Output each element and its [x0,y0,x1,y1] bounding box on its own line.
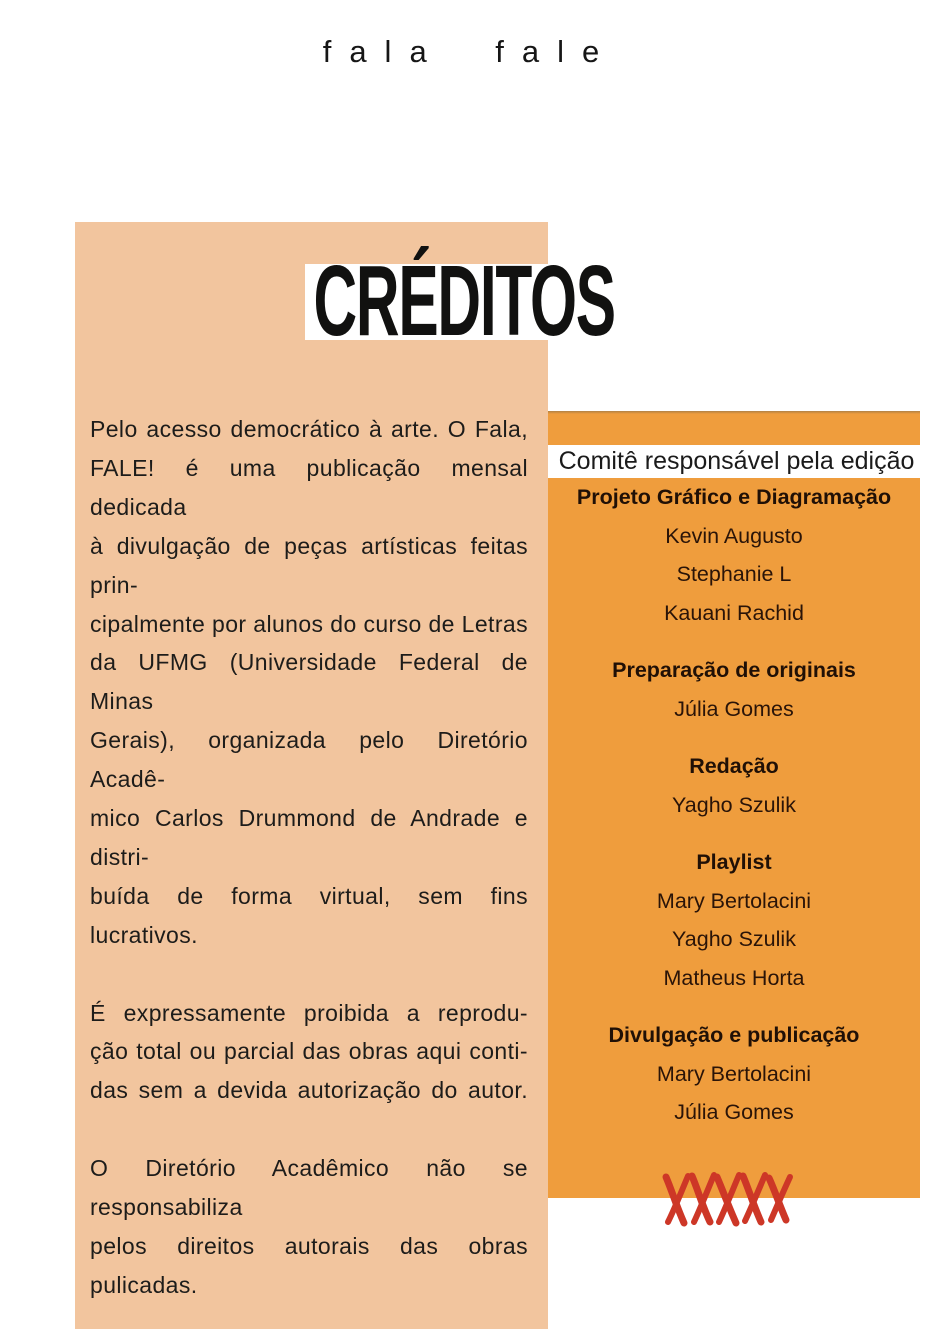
credits-section-divulgacao [548,1016,920,1132]
credits-section-playlist [548,843,920,997]
credit-name: Kauani Rachid [664,600,804,625]
intro-paragraph-3 [90,1149,528,1305]
intro-line: pelos direitos autorais das obras pulicadas. [90,1233,528,1298]
credit-name: Júlia Gomes [674,696,794,721]
credits-title-band [305,245,623,357]
intro-line: cipalmente por alunos do curso de Letras [90,610,528,637]
credit-name: Mary Bertolacini [656,888,812,913]
x-marks-decoration [660,1172,796,1230]
section-heading: Divulgação e publicação [608,1023,860,1047]
intro-line: O Diretório Acadêmico não se responsabiliza [90,1155,528,1221]
section-heading: Projeto Gráfico e Diagramação [576,485,892,509]
credit-name: Matheus Horta [663,965,805,990]
intro-line: das sem a devida autorização do autor. [90,1077,528,1104]
credit-name: Júlia Gomes [674,1100,794,1124]
intro-line: buída de forma virtual, sem fins lucrativos. [90,882,528,948]
intro-paragraph-1 [90,410,528,955]
committee-banner: Comitê responsável pela edição [548,445,925,478]
magazine-title: fala fale [322,34,618,69]
intro-line: mico Carlos Drummond de Andrade e distri- [90,805,528,870]
intro-line: à divulgação de peças artísticas feitas prin- [90,532,528,598]
page-title: CRÉDITOS [313,245,615,357]
credit-name: Kevin Augusto [665,523,803,548]
credits-section-preparacao [548,651,920,728]
section-heading: Playlist [696,850,772,874]
credit-name: Yagho Szulik [672,792,796,817]
credit-name: Mary Bertolacini [656,1061,812,1086]
intro-line: Gerais), organizada pelo Diretório Acadê- [90,727,528,793]
credit-name: Stephanie L [676,562,792,586]
intro-text [90,410,528,1305]
credit-name: Yagho Szulik [672,927,796,951]
intro-line: ção total ou parcial das obras aqui conti- [90,1038,528,1065]
intro-line: Pelo acesso democrático à arte. O Fala, [90,416,528,442]
section-heading: Redação [689,754,779,778]
credits-section-projeto-grafico [548,478,920,632]
credits-list [548,478,920,1132]
intro-line: da UFMG (Universidade Federal de Minas [90,649,528,715]
credits-section-redacao [548,747,920,824]
section-heading: Preparação de originais [612,658,856,682]
intro-line: É expressamente proibida a reprodu- [90,999,528,1026]
intro-paragraph-2 [90,994,528,1111]
intro-line: FALE! é uma publicação mensal dedicada [90,454,528,520]
